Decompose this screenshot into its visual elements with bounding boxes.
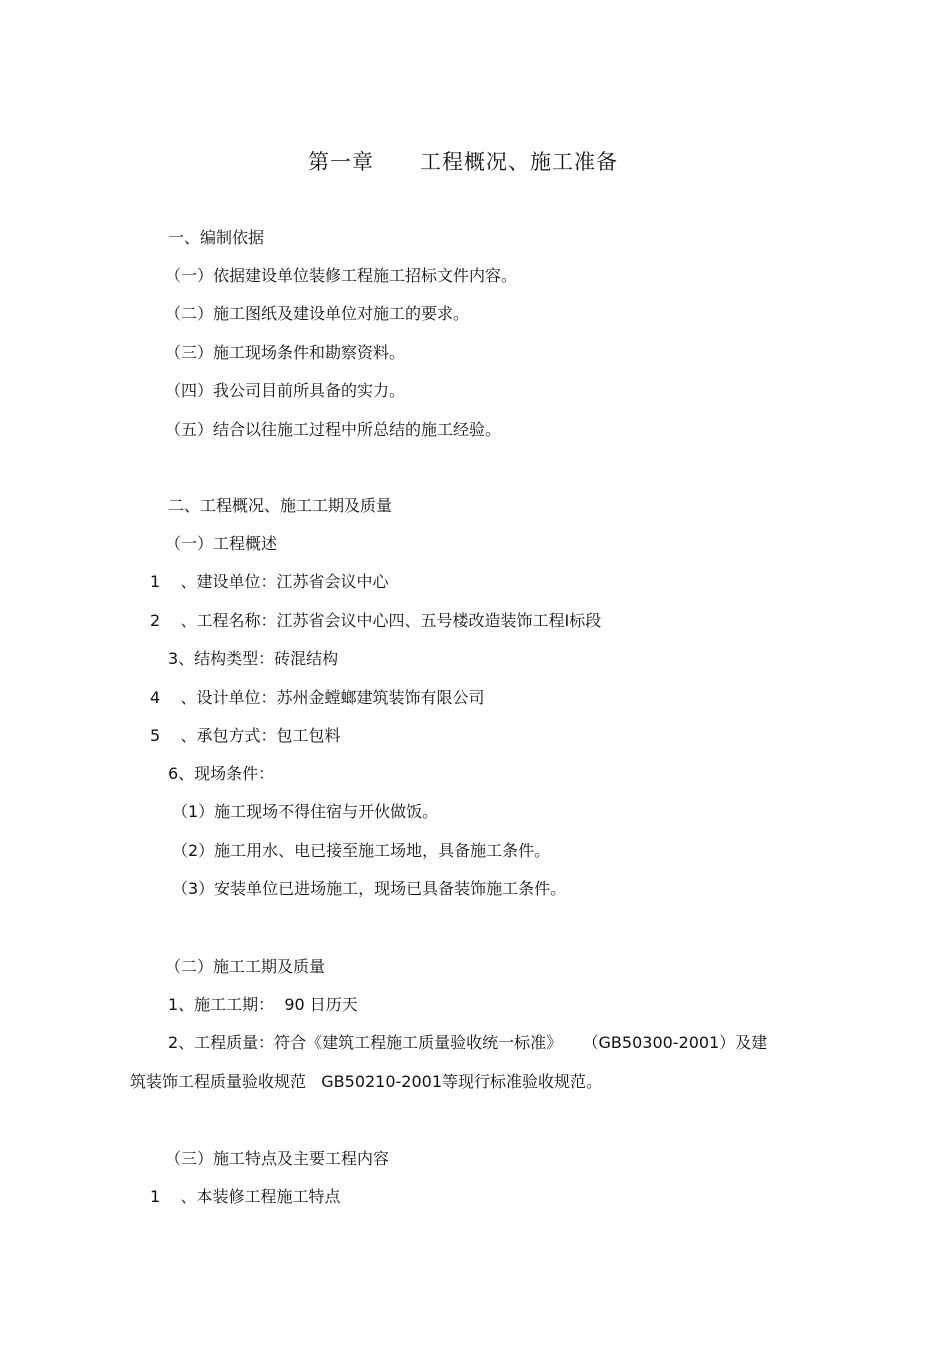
site-condition-item: （2）施工用水、电已接至施工场地，具备施工条件。: [172, 841, 551, 860]
site-condition-item: （3）安装单位已进场施工，现场已具备装饰施工条件。: [172, 879, 567, 898]
feature-item: 1 、本装修工程施工特点: [150, 1187, 341, 1206]
subsection-heading: （一）工程概述: [165, 534, 278, 553]
quality-line: 2、工程质量：符合《建筑工程施工质量验收统一标准》 （GB50300-2001）及建: [168, 1033, 768, 1052]
overview-item: 4 、设计单位：苏州金螳螂建筑装饰有限公司: [150, 688, 485, 707]
overview-item: 5 、承包方式：包工包料: [150, 726, 341, 745]
section-heading: 一、编制依据: [168, 228, 265, 247]
subsection-heading: （三）施工特点及主要工程内容: [165, 1149, 390, 1168]
basis-item: （二）施工图纸及建设单位对施工的要求。: [165, 304, 470, 323]
basis-item: （三）施工现场条件和勘察资料。: [165, 343, 406, 362]
basis-item: （五）结合以往施工过程中所总结的施工经验。: [165, 420, 502, 439]
overview-item: 1 、建设单位：江苏省会议中心: [150, 572, 389, 591]
section-heading: 二、工程概况、施工工期及质量: [168, 496, 393, 515]
basis-item: （一）依据建设单位装修工程施工招标文件内容。: [165, 266, 518, 285]
overview-item: 2 、工程名称：江苏省会议中心四、五号楼改造装饰工程Ⅰ标段: [150, 611, 602, 630]
construction-period: 1、施工工期： 90 日历天: [168, 995, 358, 1014]
quality-line: 筑装饰工程质量验收规范 GB50210-2001等现行标准验收规范。: [130, 1072, 603, 1091]
subsection-heading: （二）施工工期及质量: [165, 957, 326, 976]
overview-item: 3、结构类型：砖混结构: [168, 649, 339, 668]
basis-item: （四）我公司目前所具备的实力。: [165, 381, 406, 400]
overview-item: 6、现场条件：: [168, 764, 275, 783]
chapter-title: 第一章 工程概况、施工准备: [307, 150, 619, 174]
site-condition-item: （1）施工现场不得住宿与开伙做饭。: [172, 802, 439, 821]
